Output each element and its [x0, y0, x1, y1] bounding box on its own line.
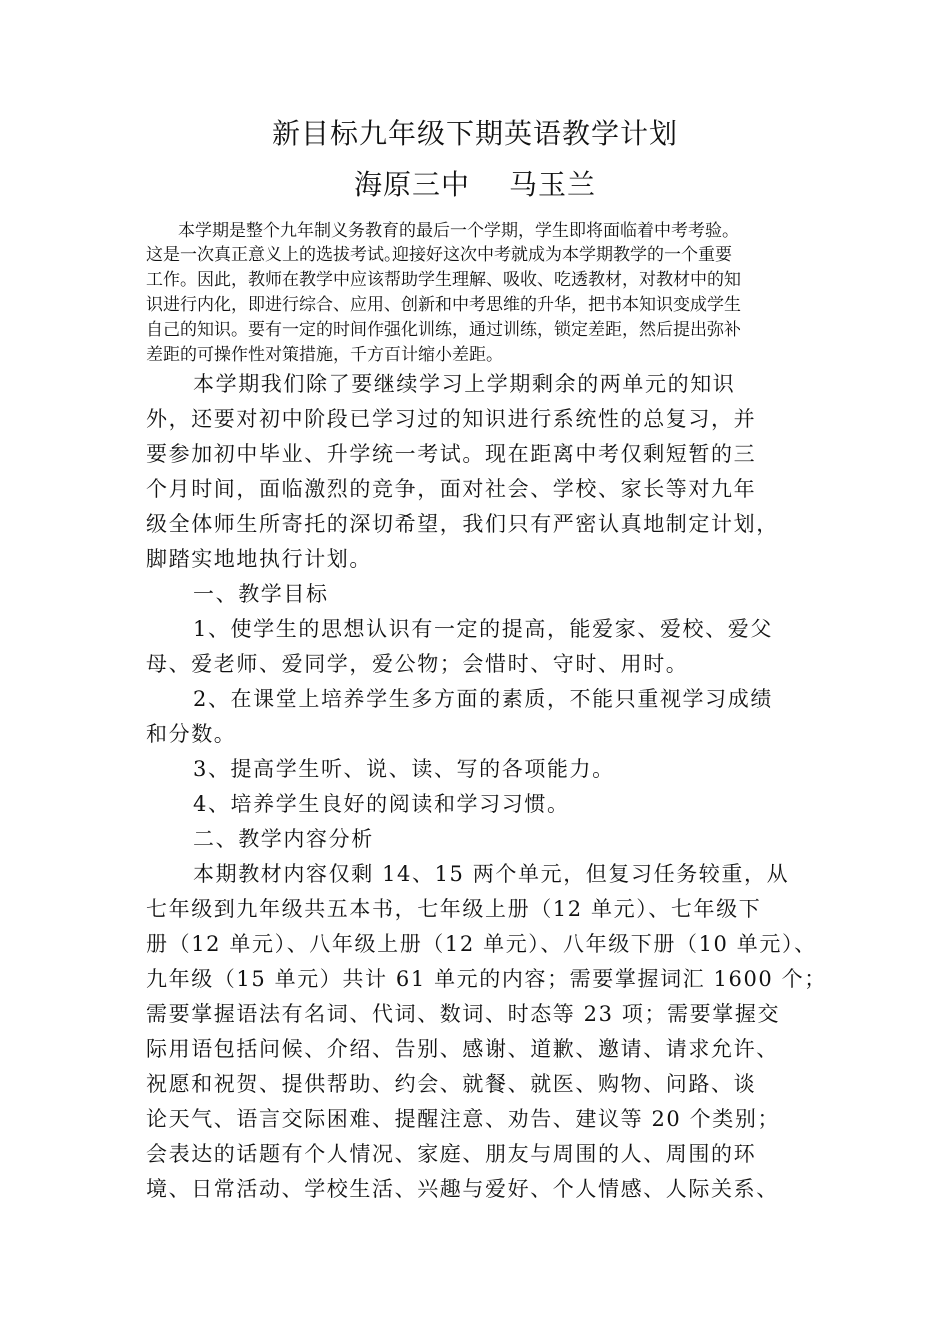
body-line: 母、爱老师、爱同学，爱公物；会惜时、守时、用时。	[146, 652, 689, 676]
body-line: 际用语包括问候、介绍、告别、感谢、道歉、邀请、请求允许、	[146, 1037, 779, 1061]
intro-line: 这是一次真正意义上的选拔考试。	[146, 245, 401, 265]
author-line: 海原三中 马玉兰	[354, 168, 596, 201]
body-line: 级全体师生所寄托的深切希望，我们只有严密认真地制定计划，	[146, 512, 779, 536]
body-line: 论天气、语言交际困难、提醒注意、劝告、建议等 20 个类别；	[146, 1107, 781, 1131]
body-line: 九年级（15 单元）共计 61 单元的内容；需要掌握词汇 1600 个；	[146, 967, 827, 991]
body-line: 七年级到九年级共五本书，七年级上册（12 单元）、七年级下	[146, 897, 762, 921]
section-heading: 一、教学目标	[193, 582, 329, 606]
body-line: 本学期我们除了要继续学习上学期剩余的两单元的知识	[193, 372, 736, 396]
intro-line: 迎接好这次中考就成为本学期教学的一个重要	[392, 245, 732, 265]
body-line: 会表达的话题有个人情况、家庭、朋友与周围的人、周围的环	[146, 1142, 757, 1166]
intro-line: 工作。因此，教师在教学中应该帮助学生理解、吸收、吃透教材，对教材中的知	[146, 270, 741, 290]
body-line: 1、使学生的思想认识有一定的提高，能爱家、爱校、爱父	[193, 617, 773, 641]
body-line: 外，还要对初中阶段已学习过的知识进行系统性的总复习，并	[146, 407, 757, 431]
body-line: 需要掌握语法有名词、代词、数词、时态等 23 项；需要掌握交	[146, 1002, 781, 1026]
document-title: 新目标九年级下期英语教学计划	[271, 117, 678, 150]
body-line: 脚踏实地地执行计划。	[146, 547, 372, 571]
body-line: 个月时间，面临激烈的竞争，面对社会、学校、家长等对九年	[146, 477, 757, 501]
intro-line: 自己的知识。要有一定的时间作强化训练，通过训练，锁定差距，然后提出弥补	[146, 320, 741, 340]
body-line: 册（12 单元）、八年级上册（12 单元）、八年级下册（10 单元）、	[146, 932, 817, 956]
intro-line: 差距的可操作性对策措施，千方百计缩小差距。	[146, 345, 503, 365]
body-line: 2、在课堂上培养学生多方面的素质，不能只重视学习成绩	[193, 687, 773, 711]
body-line: 境、日常活动、学校生活、兴趣与爱好、个人情感、人际关系、	[146, 1177, 779, 1201]
body-line: 要参加初中毕业、升学统一考试。现在距离中考仅剩短暂的三	[146, 442, 757, 466]
body-line: 本期教材内容仅剩 14、15 两个单元，但复习任务较重，从	[193, 862, 790, 886]
body-line: 和分数。	[146, 722, 237, 746]
body-line: 3、提高学生听、说、读、写的各项能力。	[193, 757, 615, 781]
body-line: 4、培养学生良好的阅读和学习习惯。	[193, 792, 570, 816]
intro-line: 本学期是整个九年制义务教育的最后一个学期，学生即将面临着中考考验。	[178, 221, 739, 241]
section-heading: 二、教学内容分析	[193, 827, 374, 851]
intro-line: 识进行内化，即进行综合、应用、创新和中考思维的升华，把书本知识变成学生	[146, 295, 741, 315]
body-line: 祝愿和祝贺、提供帮助、约会、就餐、就医、购物、问路、谈	[146, 1072, 757, 1096]
